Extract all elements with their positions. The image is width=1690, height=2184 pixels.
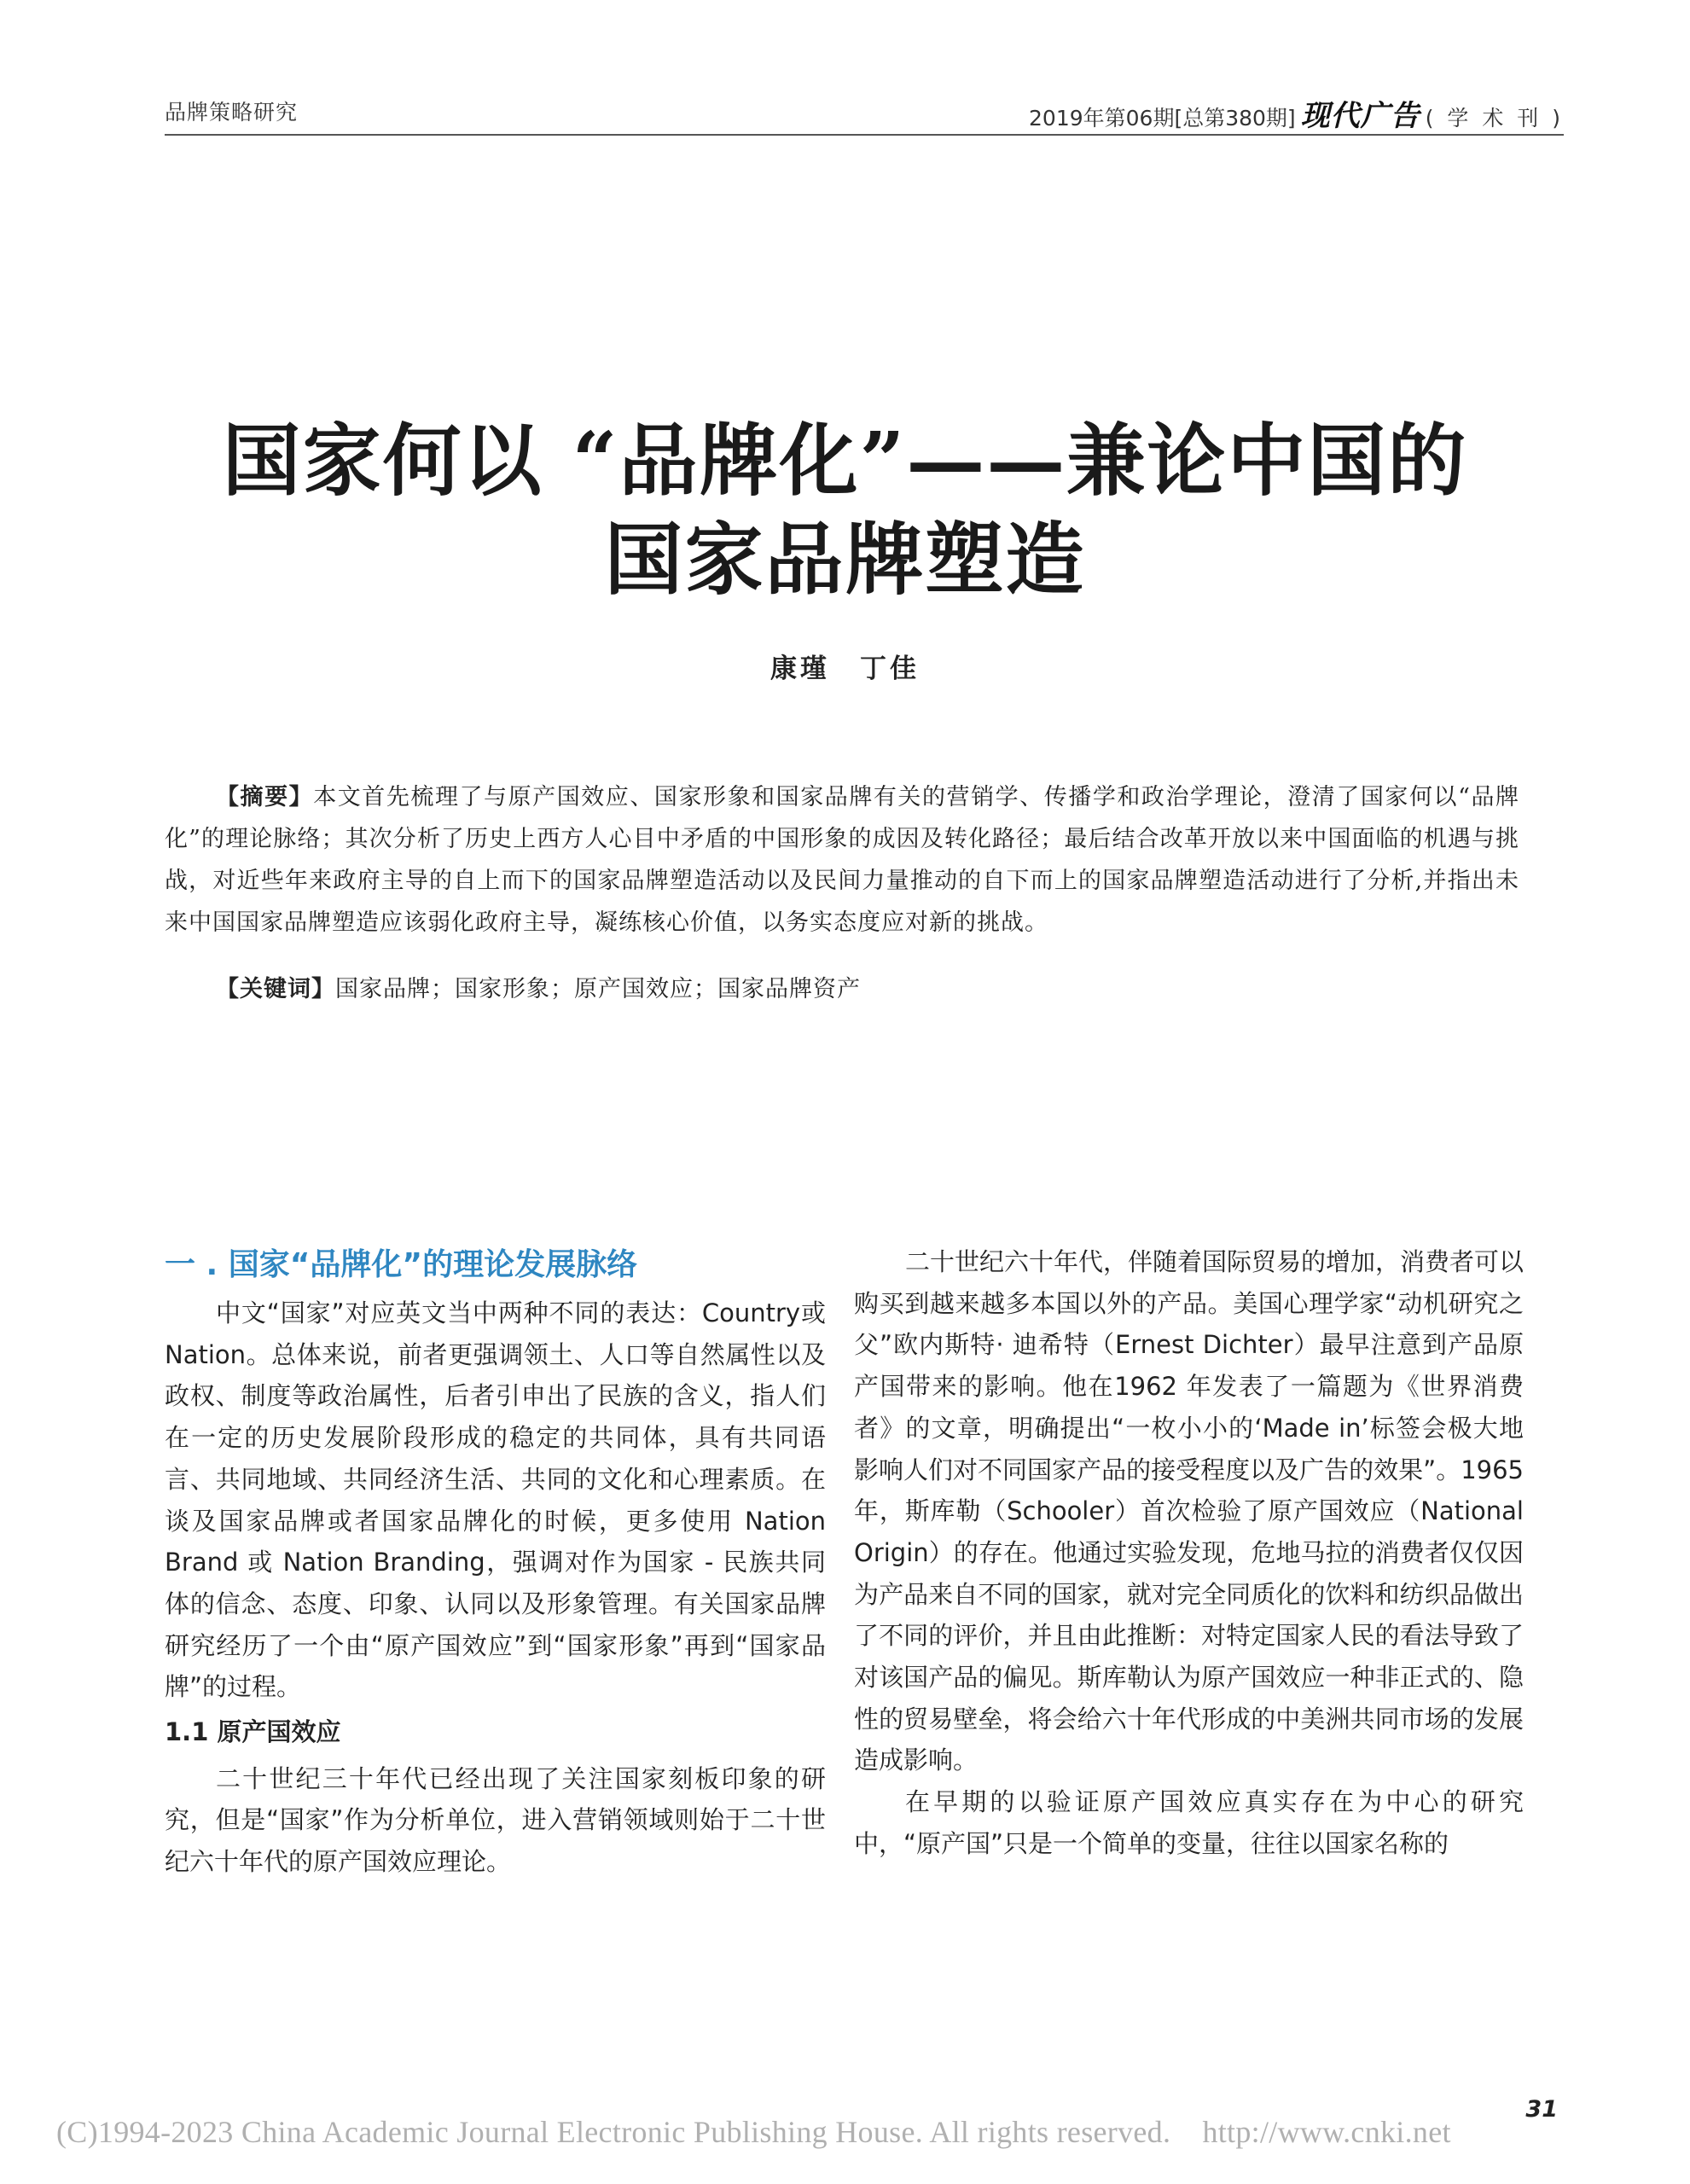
copyright-watermark: (C)1994-2023 China Academic Journal Electronic Publishing House. All rights reserved. http://www.cnki.net xyxy=(56,2115,1451,2149)
body-column-left xyxy=(165,1241,826,1883)
article-title xyxy=(128,411,1562,609)
article-title-line1: 国家何以 “品牌化”——兼论中国的 xyxy=(222,415,1468,507)
keywords-text: 国家品牌；国家形象；原产国效应；国家品牌资产 xyxy=(335,976,861,1002)
abstract xyxy=(165,776,1519,944)
issue-label: 2019年第06期[总第380期] xyxy=(1029,106,1296,131)
running-header-issue xyxy=(1029,92,1564,134)
subsection-heading: 1.1 原产国效应 xyxy=(165,1717,341,1747)
abstract-text: 本文首先梳理了与原产国效应、国家形象和国家品牌有关的营销学、传播学和政治学理论，澄清了国家何以“品牌化”的理论脉络；其次分析了历史上西方人心目中矛盾的中国形象的成因及转化路径；最后结合改革开放以来中国面临的机遇与挑战，对近些年来政府主导的自上而下的国家品牌塑造活动以及民间力量推动的自下而上的国家品牌塑造活动进行了分析,并指出未来中国国家品牌塑造应该弱化政府主导，凝练核心价值，以务实态度应对新的挑战。 xyxy=(165,784,1519,936)
abstract-label: 【摘要】 xyxy=(216,784,314,810)
article-title-line2: 国家品牌塑造 xyxy=(604,514,1086,606)
running-header-section: 品牌策略研究 xyxy=(165,100,299,125)
journal-logo-subtitle: ( 学 术 刊 ) xyxy=(1425,106,1564,131)
section-heading: 一 . 国家“品牌化”的理论发展脉络 xyxy=(165,1247,638,1282)
keywords xyxy=(216,970,861,1003)
journal-logo: 现代广告 xyxy=(1300,99,1420,133)
keywords-label: 【关键词】 xyxy=(216,976,335,1002)
article-authors: 康瑾 丁佳 xyxy=(770,653,920,684)
body-paragraph: 中文“国家”对应英文当中两种不同的表达：Country或 Nation。总体来说，前者更强调领土、人口等自然属性以及政权、制度等政治属性，后者引申出了民族的含义，指人们在一定的历史发展阶段形成的稳定的共同体，具有共同语言、共同地域、共同经济生活、共同的文化和心理素质。在谈及国家品牌或者国家品牌化的时候，更多使用 Nation Brand 或 Nation Branding，强调对作为国家 - 民族共同体的信念、态度、印象、认同以及形象管理。有关国家品牌研究经历了一个由“原产国效应”到“国家形象”再到“国家品牌”的过程。 xyxy=(165,1298,826,1702)
header-divider xyxy=(165,134,1564,136)
body-paragraph: 二十世纪六十年代，伴随着国际贸易的增加，消费者可以购买到越来越多本国以外的产品。美国心理学家“动机研究之父”欧内斯特· 迪希特（Ernest Dichter）最早注意到产品原产国带来的影响。他在1962 年发表了一篇题为《世界消费者》的文章，明确提出“一枚小小的‘Made in’标签会极大地影响人们对不同国家产品的接受程度以及广告的效果”。1965年，斯库勒（Schooler）首次检验了原产国效应（National Origin）的存在。他通过实验发现，危地马拉的消费者仅仅因为产品来自不同的国家，就对完全同质化的饮料和纺织品做出了不同的评价，并且由此推断：对特定国家人民的看法导致了对该国产品的偏见。斯库勒认为原产国效应一种非正式的、隐性的贸易壁垒，将会给六十年代形成的中美洲共同市场的发展造成影响。 xyxy=(854,1247,1524,1775)
body-paragraph: 二十世纪三十年代已经出现了关注国家刻板印象的研究，但是“国家”作为分析单位，进入营销领域则始于二十世纪六十年代的原产国效应理论。 xyxy=(165,1763,826,1877)
body-paragraph: 在早期的以验证原产国效应真实存在为中心的研究中，“原产国”只是一个简单的变量，往往以国家名称的 xyxy=(854,1787,1524,1858)
body-column-right xyxy=(854,1241,1524,1865)
page-number: 31 xyxy=(1525,2096,1558,2123)
